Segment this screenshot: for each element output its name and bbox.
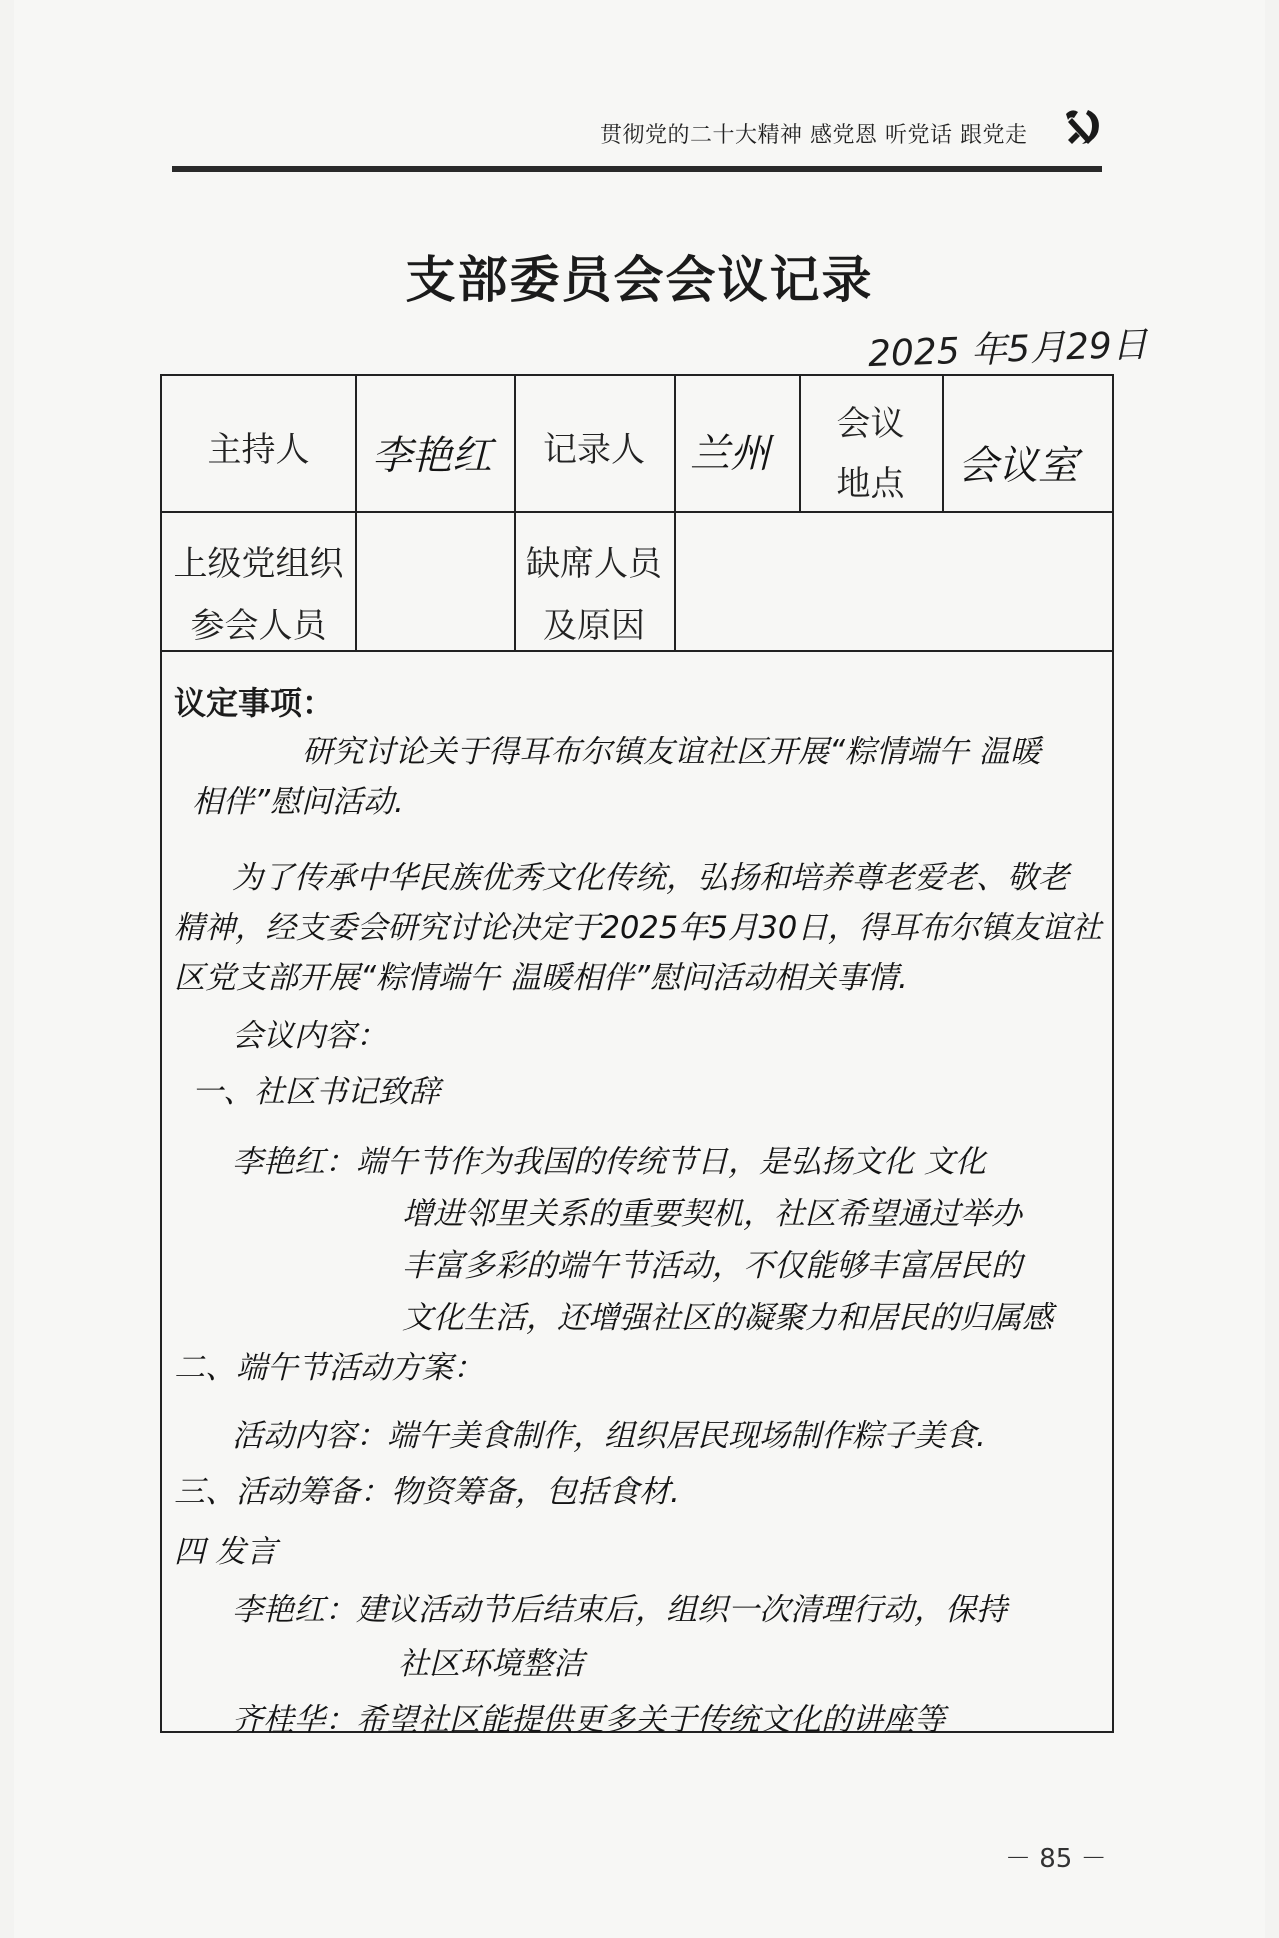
location-label-line1: 会议 [836,404,905,444]
agenda-line: 丰富多彩的端午节活动，不仅能够丰富居民的 [402,1248,1022,1284]
agenda-line: 社区环境整洁 [398,1646,584,1682]
agenda-line: 为了传承中华民族优秀文化传统，弘扬和培养尊老爱老、敬老 [232,860,1069,896]
col-divider [942,376,944,511]
col-divider [674,376,676,650]
absent-label-line2: 及原因 [543,606,645,646]
agenda-line: 四 发言 [174,1534,277,1570]
agenda-line: 精神，经支委会研究讨论决定于2025年5月30日，得耳布尔镇友谊社 [174,910,1103,946]
agenda-line: 李艳红：端午节作为我国的传统节日，是弘扬文化 文化 [232,1144,986,1180]
header-slogan: 贯彻党的二十大精神 感党恩 听党话 跟党走 [600,123,1028,148]
agenda-line: 文化生活，还增强社区的凝聚力和居民的归属感 [402,1300,1053,1336]
agenda-line: 三、活动筹备：物资筹备，包括食材. [174,1474,680,1510]
agenda-line: 李艳红：建议活动节后结束后，组织一次清理行动，保持 [232,1592,1007,1628]
host-value: 李艳红 [372,433,492,479]
page-title: 支部委员会会议记录 [405,250,874,309]
agenda-line: 会议内容： [232,1018,387,1054]
superior-label-line1: 上级党组织 [173,544,344,584]
meeting-record-form [160,374,1114,1738]
agenda-line: 齐桂华：希望社区能提供更多关于传统文化的讲座等 [232,1702,945,1738]
agenda-line: 区党支部开展“粽情端午 温暖相伴”慰问活动相关事情. [174,960,908,996]
row-divider [162,650,1112,652]
agenda-line: 一、社区书记致辞 [192,1074,440,1110]
meeting-date: 2025 年5月29日 [867,324,1149,376]
host-label: 主持人 [207,430,310,470]
agenda-line: 研究讨论关于得耳布尔镇友谊社区开展“粽情端午 温暖 [302,734,1041,770]
location-label-line2: 地点 [836,464,905,504]
superior-label-line2: 参会人员 [190,606,327,646]
location-value: 会议室 [958,443,1078,489]
col-divider [355,376,357,650]
recorder-value: 兰州 [690,431,770,477]
recorder-label: 记录人 [543,430,645,470]
agenda-line: 增进邻里关系的重要契机，社区希望通过举办 [402,1196,1022,1232]
absent-label-line1: 缺席人员 [526,544,662,584]
page-number: － 85 － [1005,1844,1107,1874]
party-emblem-icon [1058,104,1104,150]
row-divider [162,511,1112,513]
agenda-line: 二、端午节活动方案： [174,1350,484,1386]
header-rule [172,166,1102,172]
agenda-line: 活动内容：端午美食制作，组织居民现场制作粽子美食. [232,1418,986,1454]
agenda-label: 议定事项： [174,684,335,722]
agenda-line: 相伴”慰问活动. [192,784,404,820]
